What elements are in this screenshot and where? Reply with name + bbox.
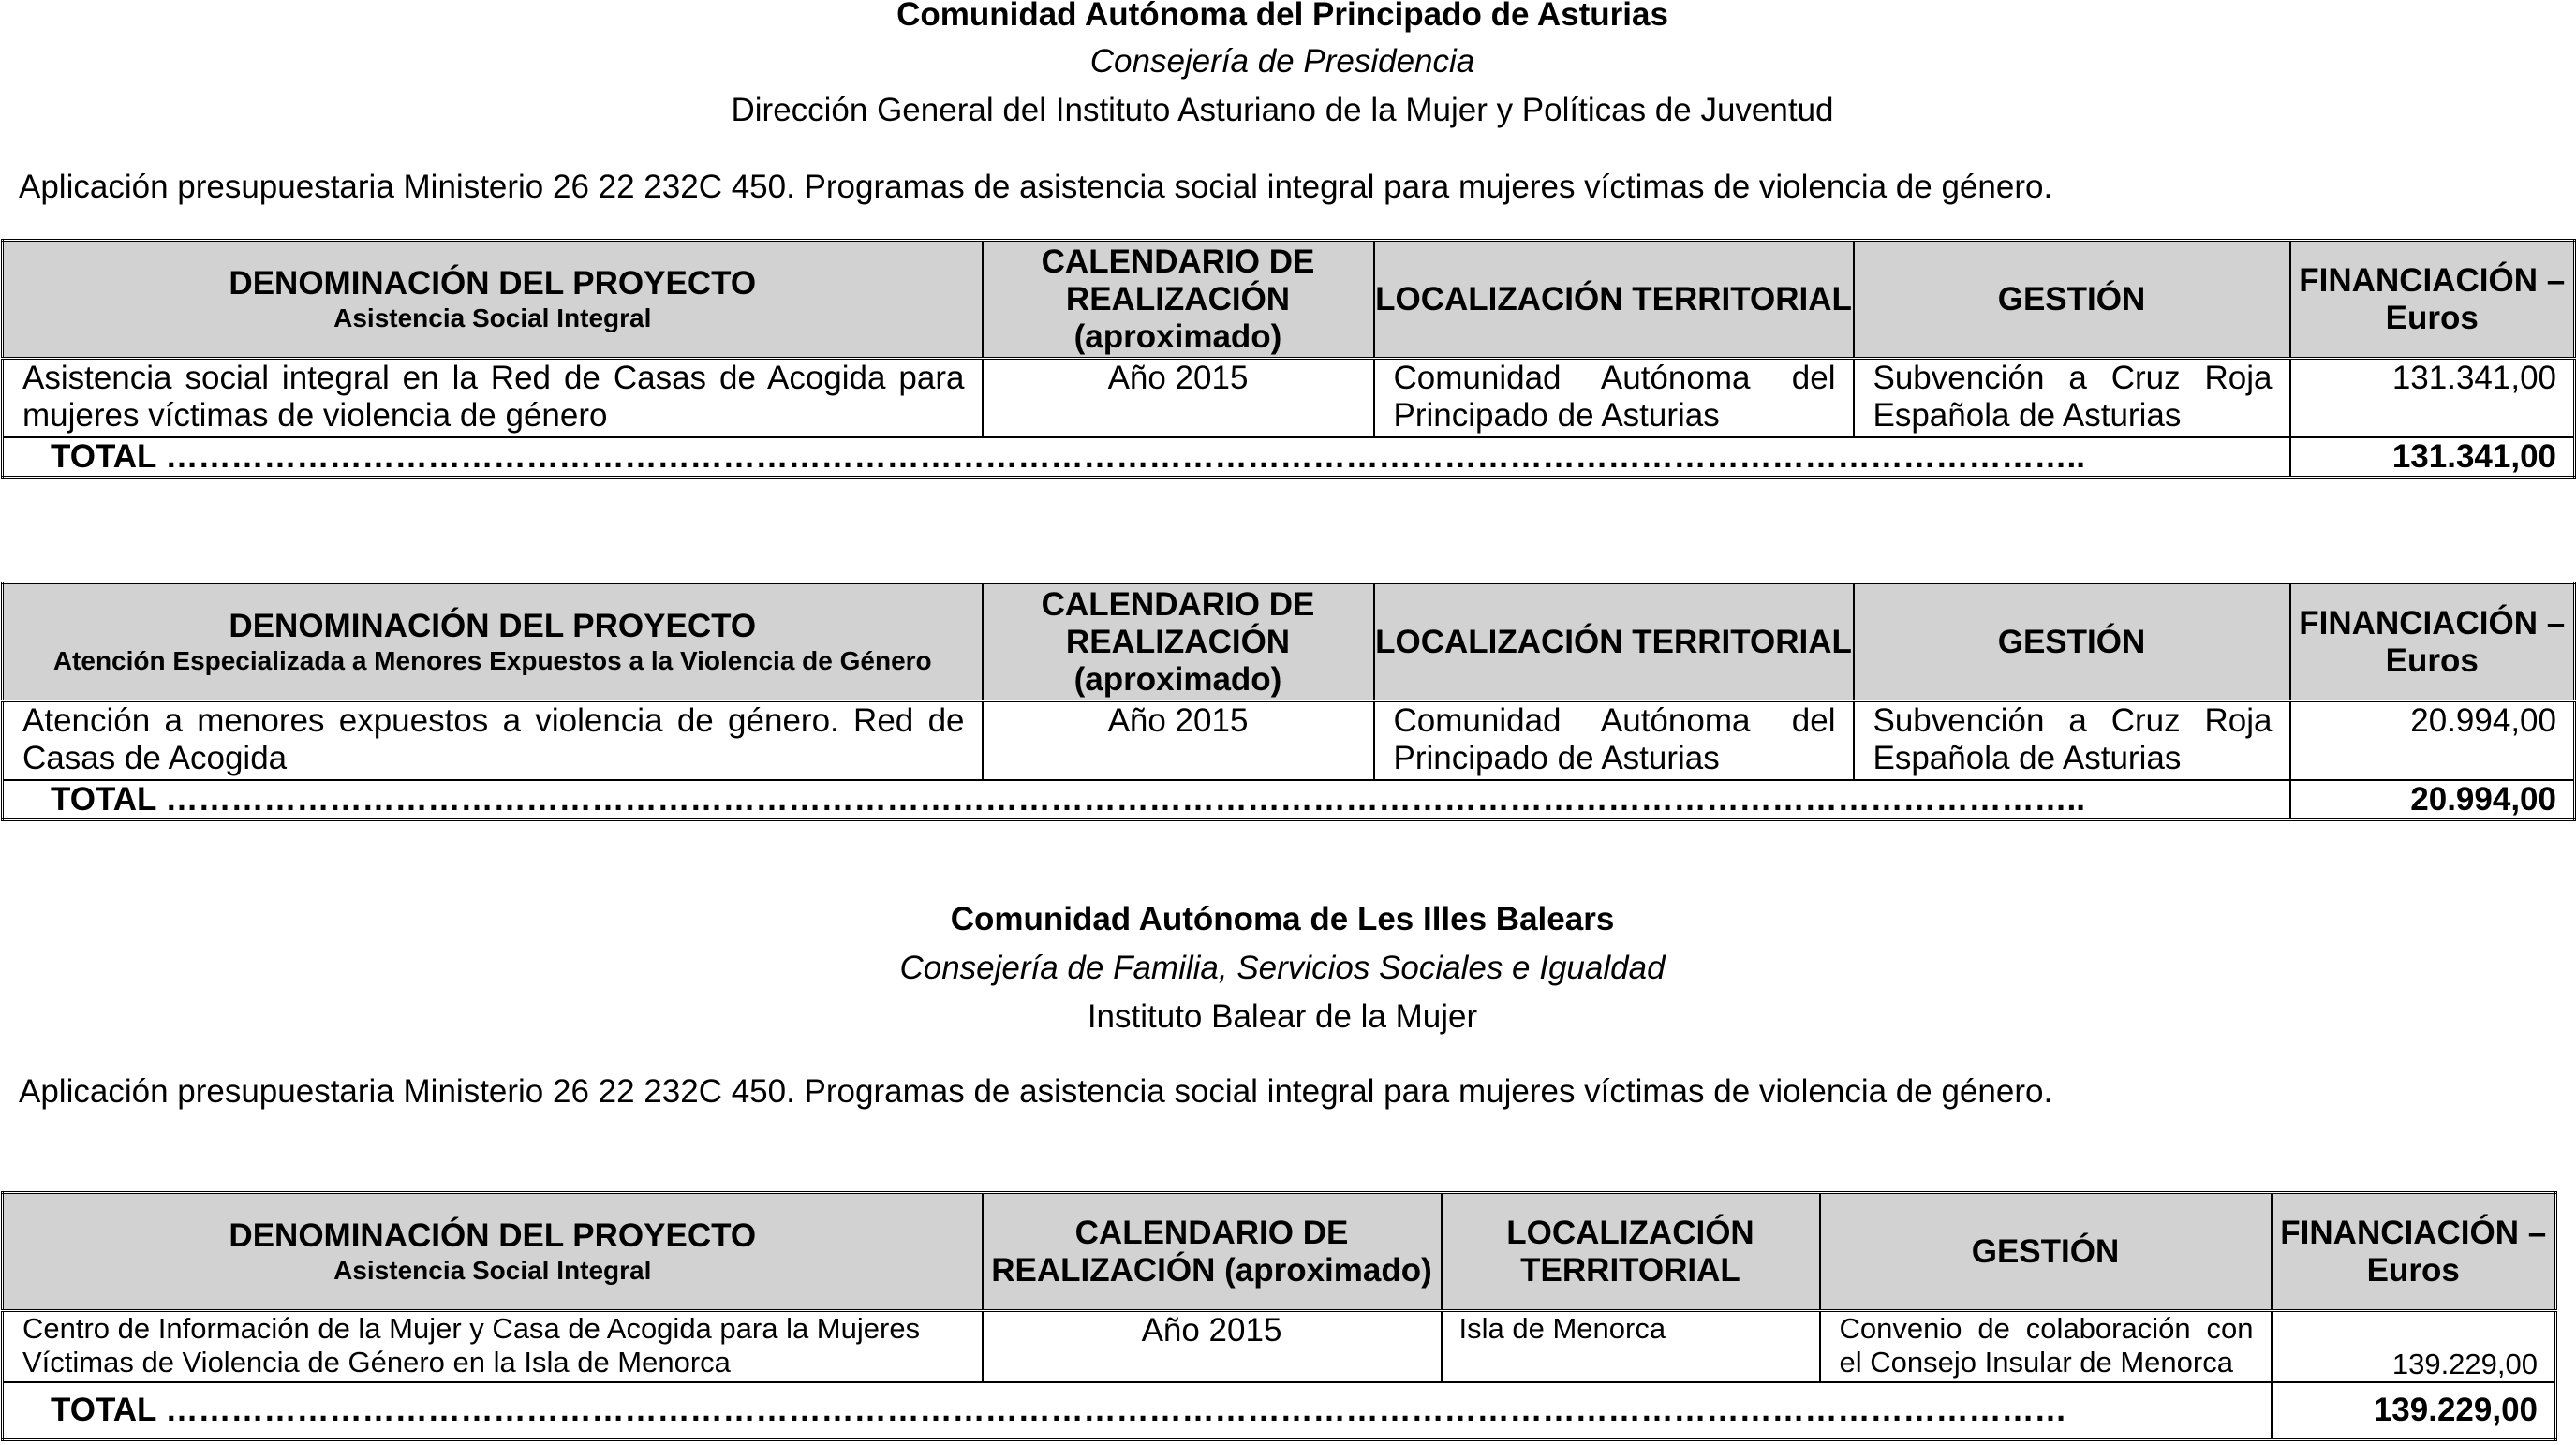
total-value: 139.229,00 [2272, 1382, 2556, 1440]
table-total-row [3, 1382, 2556, 1440]
header-management: GESTIÓN [1854, 241, 2290, 359]
budget-line-asturias: Aplicación presupuestaria Ministerio 26 22 232C 450. Programas de asistencia social integral para mujeres víctimas de violencia de género. [19, 169, 2053, 205]
header-project-label: DENOMINACIÓN DEL PROYECTO [229, 264, 757, 302]
cell-location: Comunidad Autónoma del Principado de Asturias [1374, 701, 1854, 780]
header-location: LOCALIZACIÓN TERRITORIAL [1374, 583, 1854, 701]
project-table-3 [1, 1191, 2557, 1441]
header-project [3, 241, 983, 359]
cell-location: Isla de Menorca [1442, 1311, 1820, 1382]
total-value: 131.341,00 [2290, 437, 2575, 478]
cell-funding: 139.229,00 [2272, 1311, 2556, 1382]
cell-funding: 20.994,00 [2290, 701, 2575, 780]
table-row [3, 1311, 2556, 1382]
total-label: TOTAL ………………………………………………………………………………………………………………………………………………………….. [3, 437, 2290, 478]
table-total-row [3, 437, 2575, 478]
header-project-label: DENOMINACIÓN DEL PROYECTO [229, 607, 757, 644]
cell-calendar: Año 2015 [983, 359, 1374, 437]
department-balears: Consejería de Familia, Servicios Sociales e Igualdad [899, 950, 1666, 986]
cell-management: Convenio de colaboración con el Consejo Insular de Menorca [1820, 1311, 2272, 1382]
directorate-balears: Instituto Balear de la Mujer [1087, 998, 1478, 1035]
table-header-row [3, 241, 2575, 359]
total-label: TOTAL ………………………………………………………………………………………………………………………………………………………… [3, 1382, 2272, 1440]
project-table-2 [1, 582, 2576, 821]
cell-funding: 131.341,00 [2290, 359, 2575, 437]
department-asturias: Consejería de Presidencia [1089, 43, 1475, 80]
header-funding: FINANCIACIÓN – Euros [2272, 1193, 2556, 1311]
header-project-subtitle: Asistencia Social Integral [333, 302, 652, 332]
header-project-subtitle: Asistencia Social Integral [333, 1255, 652, 1285]
table-row [3, 701, 2575, 780]
cell-project: Asistencia social integral en la Red de Casas de Acogida para mujeres víctimas de violencia de género [3, 359, 983, 437]
header-management: GESTIÓN [1854, 583, 2290, 701]
header-funding: FINANCIACIÓN – Euros [2290, 241, 2575, 359]
cell-management: Subvención a Cruz Roja Española de Asturias [1854, 359, 2290, 437]
header-location: LOCALIZACIÓN TERRITORIAL [1442, 1193, 1820, 1311]
cell-calendar: Año 2015 [983, 1311, 1442, 1382]
table-header-row [3, 583, 2575, 701]
header-management: GESTIÓN [1820, 1193, 2272, 1311]
header-project [3, 1193, 983, 1311]
budget-line-balears: Aplicación presupuestaria Ministerio 26 22 232C 450. Programas de asistencia social integral para mujeres víctimas de violencia de género. [19, 1073, 2053, 1110]
cell-project: Atención a menores expuestos a violencia de género. Red de Casas de Acogida [3, 701, 983, 780]
community-title-balears: Comunidad Autónoma de Les Illes Balears [950, 901, 1615, 937]
total-value: 20.994,00 [2290, 780, 2575, 820]
header-calendar: CALENDARIO DE REALIZACIÓN (aproximado) [983, 583, 1374, 701]
cell-location: Comunidad Autónoma del Principado de Asturias [1374, 359, 1854, 437]
directorate-asturias: Dirección General del Instituto Asturiano de la Mujer y Políticas de Juventud [731, 92, 1834, 128]
table-header-row [3, 1193, 2556, 1311]
table-total-row [3, 780, 2575, 820]
table-row [3, 359, 2575, 437]
cell-management: Subvención a Cruz Roja Española de Asturias [1854, 701, 2290, 780]
header-project-label: DENOMINACIÓN DEL PROYECTO [229, 1216, 757, 1254]
project-table-1 [1, 239, 2576, 479]
cell-calendar: Año 2015 [983, 701, 1374, 780]
header-calendar: CALENDARIO DE REALIZACIÓN (aproximado) [983, 1193, 1442, 1311]
cell-project: Centro de Información de la Mujer y Casa de Acogida para la Mujeres Víctimas de Violencia de Género en la Isla de Menorca [3, 1311, 983, 1382]
community-title-asturias: Comunidad Autónoma del Principado de Asturias [896, 0, 1668, 33]
header-project-subtitle: Atención Especializada a Menores Expuestos a la Violencia de Género [52, 645, 932, 675]
header-location: LOCALIZACIÓN TERRITORIAL [1374, 241, 1854, 359]
total-label: TOTAL ………………………………………………………………………………………………………………………………………………………….. [3, 780, 2290, 820]
header-funding: FINANCIACIÓN – Euros [2290, 583, 2575, 701]
header-project [3, 583, 983, 701]
header-calendar: CALENDARIO DE REALIZACIÓN (aproximado) [983, 241, 1374, 359]
